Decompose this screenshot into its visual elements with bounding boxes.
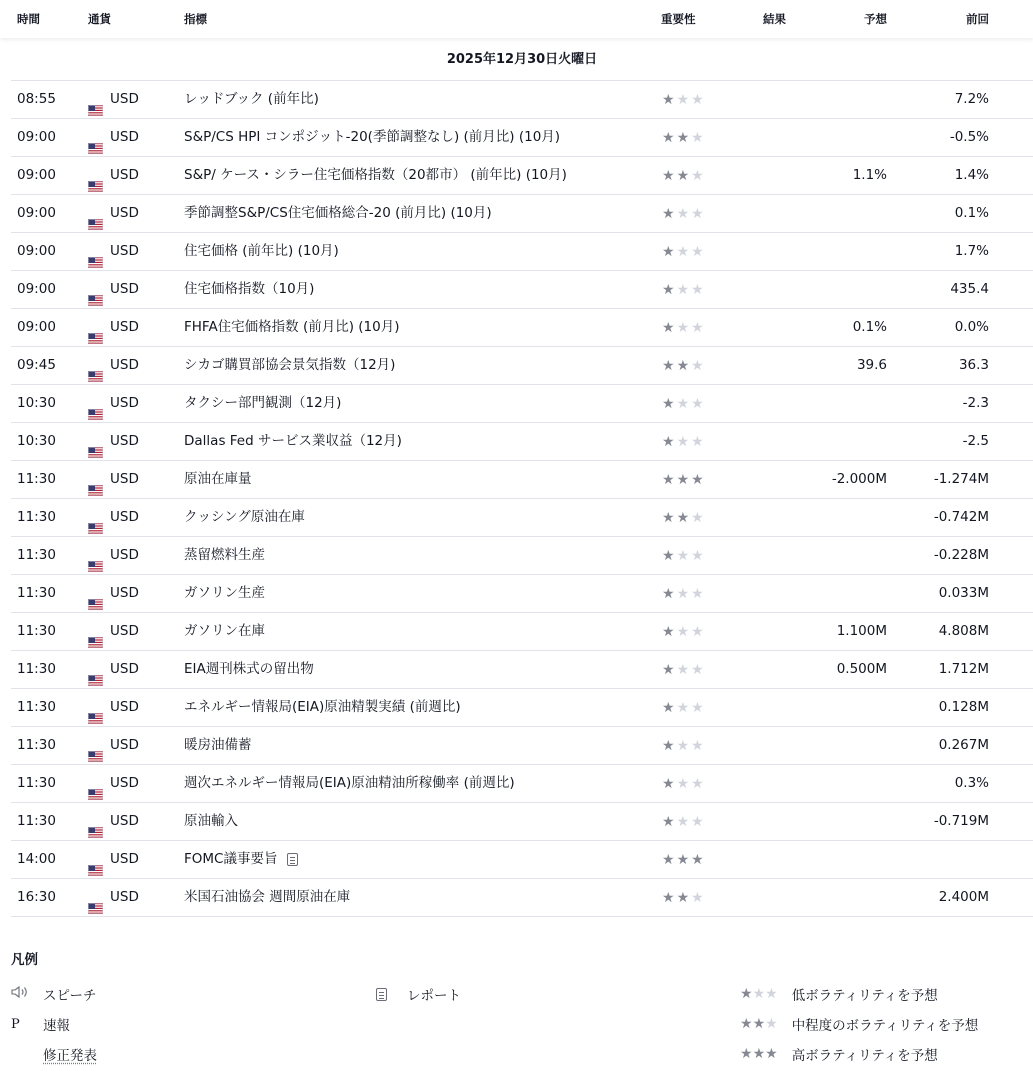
us-flag-icon	[88, 664, 103, 675]
importance-stars	[662, 803, 704, 840]
star-icon: ★	[662, 167, 675, 184]
star-icon: ★	[676, 357, 690, 374]
star-icon: ★	[676, 167, 690, 184]
event-time: 11:30	[17, 775, 56, 791]
star-icon: ★	[691, 167, 704, 184]
star-icon: ★	[691, 851, 704, 868]
star-icon: ★	[691, 813, 704, 830]
star-icon: ★	[691, 319, 704, 336]
event-indicator[interactable]	[184, 499, 305, 536]
event-currency: USD	[110, 851, 139, 867]
star-icon: ★	[662, 547, 675, 564]
legend-report-label: レポート	[407, 988, 461, 1004]
event-currency: USD	[110, 91, 139, 107]
legend-breaking-label: 速報	[43, 1018, 70, 1034]
event-currency: USD	[110, 319, 139, 335]
importance-stars	[662, 309, 704, 346]
us-flag-icon	[88, 436, 103, 447]
event-indicator-label: 住宅価格指数（10月)	[184, 281, 315, 297]
table-row[interactable]	[11, 575, 1033, 613]
event-indicator[interactable]	[184, 689, 461, 726]
event-indicator-label: 暖房油備蓄	[184, 737, 252, 753]
legend-speech-label: スピーチ	[43, 988, 97, 1004]
event-indicator-label: 原油在庫量	[184, 471, 252, 487]
table-row[interactable]	[11, 537, 1033, 575]
event-previous: -1.274M	[933, 471, 989, 487]
importance-stars	[662, 195, 704, 232]
legend-medium-label: 中程度のボラティリティを予想	[791, 1018, 979, 1034]
table-row[interactable]	[11, 119, 1033, 157]
importance-stars	[662, 575, 704, 612]
event-indicator-label: EIA週刊株式の留出物	[184, 661, 314, 677]
star-icon: ★	[662, 509, 675, 526]
table-row[interactable]	[11, 879, 1033, 917]
event-forecast: -2.000M	[831, 471, 887, 487]
event-previous: 1.7%	[954, 243, 989, 259]
table-row[interactable]	[11, 195, 1033, 233]
legend-low	[740, 984, 938, 1004]
table-row[interactable]	[11, 613, 1033, 651]
event-time: 10:30	[17, 395, 56, 411]
star-icon: ★	[691, 661, 704, 678]
star-icon: ★	[676, 585, 690, 602]
star-icon: ★	[691, 433, 704, 450]
importance-stars	[662, 727, 704, 764]
star-icon: ★	[676, 433, 690, 450]
report-icon[interactable]	[287, 853, 298, 866]
us-flag-icon	[88, 94, 103, 105]
us-flag-icon	[88, 284, 103, 295]
event-time: 11:30	[17, 737, 56, 753]
event-indicator[interactable]	[184, 233, 339, 270]
star-rating-2: ★★★	[740, 1016, 778, 1032]
importance-stars	[662, 651, 704, 688]
event-forecast: 0.500M	[836, 661, 887, 677]
event-time: 09:00	[17, 281, 56, 297]
event-time: 09:00	[17, 243, 56, 259]
event-indicator[interactable]	[184, 841, 298, 878]
star-icon: ★	[662, 471, 675, 488]
us-flag-icon	[88, 626, 103, 637]
star-icon: ★	[662, 91, 675, 108]
star-icon: ★	[662, 319, 675, 336]
importance-stars	[662, 499, 704, 536]
star-icon: ★	[662, 357, 675, 374]
legend-breaking	[11, 1014, 70, 1034]
legend-revised-label: 修正発表	[43, 1048, 97, 1064]
event-previous: -0.719M	[933, 813, 989, 829]
event-previous: 0.128M	[938, 699, 989, 715]
star-icon: ★	[691, 585, 704, 602]
star-icon: ★	[676, 319, 690, 336]
us-flag-icon	[88, 474, 103, 485]
event-time: 11:30	[17, 813, 56, 829]
event-previous: -0.5%	[949, 129, 989, 145]
event-indicator[interactable]	[184, 119, 560, 156]
event-currency: USD	[110, 623, 139, 639]
table-row[interactable]	[11, 765, 1033, 803]
event-time: 11:30	[17, 547, 56, 563]
event-indicator-label: FHFA住宅価格指数 (前月比) (10月)	[184, 319, 400, 335]
star-icon: ★	[676, 129, 690, 146]
event-indicator-label: クッシング原油在庫	[184, 509, 305, 525]
legend-low-label: 低ボラティリティを予想	[791, 988, 938, 1004]
event-previous: 1.712M	[938, 661, 989, 677]
event-indicator-label: 週次エネルギー情報局(EIA)原油精油所稼働率 (前週比)	[184, 775, 515, 791]
speaker-icon	[11, 985, 31, 1003]
event-indicator-label: レッドブック (前年比)	[184, 91, 319, 107]
us-flag-icon	[88, 398, 103, 409]
table-row[interactable]	[11, 385, 1033, 423]
legend-speech	[11, 984, 96, 1004]
star-icon: ★	[691, 547, 704, 564]
event-previous: 0.0%	[954, 319, 989, 335]
star-icon: ★	[662, 205, 675, 222]
event-time: 11:30	[17, 661, 56, 677]
star-icon: ★	[662, 851, 675, 868]
legend-report	[376, 984, 461, 1004]
event-currency: USD	[110, 585, 139, 601]
importance-stars	[662, 689, 704, 726]
event-currency: USD	[110, 509, 139, 525]
event-currency: USD	[110, 775, 139, 791]
header-currency[interactable]: 通貨	[88, 12, 111, 26]
star-icon: ★	[662, 585, 675, 602]
event-currency: USD	[110, 471, 139, 487]
importance-stars	[662, 119, 704, 156]
event-time: 16:30	[17, 889, 56, 905]
star-rating-1: ★★★	[740, 986, 778, 1002]
star-icon: ★	[676, 813, 690, 830]
event-currency: USD	[110, 243, 139, 259]
star-icon: ★	[676, 281, 690, 298]
legend-title: 凡例	[11, 952, 38, 968]
event-currency: USD	[110, 813, 139, 829]
table-row[interactable]	[11, 157, 1033, 195]
us-flag-icon	[88, 892, 103, 903]
event-previous: 0.3%	[954, 775, 989, 791]
event-time: 09:00	[17, 205, 56, 221]
table-row[interactable]	[11, 499, 1033, 537]
star-icon: ★	[691, 623, 704, 640]
event-previous: 0.033M	[938, 585, 989, 601]
event-forecast: 0.1%	[852, 319, 887, 335]
star-icon: ★	[691, 471, 704, 488]
event-time: 09:00	[17, 319, 56, 335]
event-currency: USD	[110, 167, 139, 183]
star-icon: ★	[676, 243, 690, 260]
event-previous: 2.400M	[938, 889, 989, 905]
importance-stars	[662, 613, 704, 650]
event-time: 11:30	[17, 585, 56, 601]
star-icon: ★	[676, 889, 690, 906]
event-indicator-label: FOMC議事要旨	[184, 851, 278, 867]
event-forecast: 39.6	[856, 357, 887, 373]
star-icon: ★	[691, 509, 704, 526]
header-forecast[interactable]: 予想	[864, 12, 887, 26]
event-indicator-label: シカゴ購買部協会景気指数（12月)	[184, 357, 396, 373]
star-icon: ★	[662, 433, 675, 450]
importance-stars	[662, 461, 704, 498]
star-icon: ★	[662, 661, 675, 678]
importance-stars	[662, 537, 704, 574]
event-time: 09:00	[17, 129, 56, 145]
event-currency: USD	[110, 205, 139, 221]
event-currency: USD	[110, 281, 139, 297]
star-rating-3: ★★★	[740, 1046, 778, 1062]
us-flag-icon	[88, 246, 103, 257]
event-indicator[interactable]	[184, 765, 515, 802]
star-icon: ★	[691, 281, 704, 298]
event-indicator[interactable]	[184, 385, 341, 422]
legend-medium	[740, 1014, 978, 1034]
us-flag-icon	[88, 170, 103, 181]
event-indicator-label: エネルギー情報局(EIA)原油精製実績 (前週比)	[184, 699, 461, 715]
table-row[interactable]	[11, 309, 1033, 347]
star-icon: ★	[662, 395, 675, 412]
event-time: 09:00	[17, 167, 56, 183]
event-indicator[interactable]	[184, 803, 238, 840]
event-indicator[interactable]	[184, 271, 314, 308]
star-icon: ★	[676, 851, 690, 868]
event-indicator[interactable]	[184, 423, 402, 460]
event-time: 11:30	[17, 699, 56, 715]
header-importance[interactable]: 重要性	[661, 12, 696, 26]
star-icon: ★	[691, 205, 704, 222]
event-time: 14:00	[17, 851, 56, 867]
star-icon: ★	[662, 889, 675, 906]
importance-stars	[662, 765, 704, 802]
table-row[interactable]	[11, 689, 1033, 727]
star-icon: ★	[691, 129, 704, 146]
event-indicator[interactable]	[184, 537, 265, 574]
event-previous: 4.808M	[938, 623, 989, 639]
event-indicator-label: S&P/CS HPI コンポジット-20(季節調整なし) (前月比) (10月)	[184, 129, 561, 145]
event-currency: USD	[110, 661, 139, 677]
star-icon: ★	[676, 91, 690, 108]
date-heading: 2025年12月30日火曜日	[11, 41, 1033, 81]
event-currency: USD	[110, 547, 139, 563]
event-indicator[interactable]	[184, 575, 265, 612]
star-icon: ★	[691, 357, 704, 374]
star-icon: ★	[676, 509, 690, 526]
star-icon: ★	[676, 395, 690, 412]
event-list	[11, 81, 1033, 917]
event-forecast: 1.100M	[836, 623, 887, 639]
star-icon: ★	[662, 129, 675, 146]
event-currency: USD	[110, 699, 139, 715]
event-time: 08:55	[17, 91, 56, 107]
us-flag-icon	[88, 360, 103, 371]
legend-revised	[43, 1044, 97, 1064]
report-icon	[376, 988, 387, 1001]
event-indicator-label: ガソリン在庫	[184, 623, 265, 639]
us-flag-icon	[88, 854, 103, 865]
star-icon: ★	[691, 243, 704, 260]
header-previous[interactable]: 前回	[966, 12, 989, 26]
importance-stars	[662, 157, 704, 194]
us-flag-icon	[88, 550, 103, 561]
event-currency: USD	[110, 737, 139, 753]
event-currency: USD	[110, 357, 139, 373]
table-header	[0, 0, 1033, 38]
event-previous: -0.228M	[933, 547, 989, 563]
event-previous: 0.1%	[954, 205, 989, 221]
event-previous: 7.2%	[954, 91, 989, 107]
header-actual[interactable]: 結果	[763, 12, 786, 26]
event-currency: USD	[110, 433, 139, 449]
event-previous: -2.5	[962, 433, 989, 449]
us-flag-icon	[88, 208, 103, 219]
table-row[interactable]	[11, 651, 1033, 689]
event-indicator[interactable]	[184, 195, 492, 232]
table-row[interactable]	[11, 841, 1033, 879]
event-indicator[interactable]	[184, 651, 314, 688]
event-indicator-label: 米国石油協会 週間原油在庫	[184, 889, 351, 905]
star-icon: ★	[662, 699, 675, 716]
star-icon: ★	[676, 471, 690, 488]
event-currency: USD	[110, 395, 139, 411]
event-indicator[interactable]	[184, 613, 265, 650]
importance-stars	[662, 81, 704, 118]
table-row[interactable]	[11, 423, 1033, 461]
us-flag-icon	[88, 816, 103, 827]
star-icon: ★	[662, 775, 675, 792]
star-icon: ★	[676, 547, 690, 564]
event-indicator[interactable]	[184, 461, 252, 498]
event-indicator[interactable]	[184, 347, 395, 384]
header-time[interactable]: 時間	[17, 12, 40, 26]
us-flag-icon	[88, 512, 103, 523]
star-icon: ★	[662, 623, 675, 640]
breaking-icon: P	[11, 1016, 20, 1032]
star-icon: ★	[691, 775, 704, 792]
star-icon: ★	[662, 243, 675, 260]
us-flag-icon	[88, 132, 103, 143]
importance-stars	[662, 841, 704, 878]
event-indicator[interactable]	[184, 81, 319, 118]
star-icon: ★	[691, 91, 704, 108]
event-indicator[interactable]	[184, 309, 400, 346]
legend-high	[740, 1044, 938, 1064]
event-indicator-label: 季節調整S&P/CS住宅価格総合-20 (前月比) (10月)	[184, 205, 492, 221]
event-time: 09:45	[17, 357, 56, 373]
importance-stars	[662, 347, 704, 384]
us-flag-icon	[88, 702, 103, 713]
table-row[interactable]	[11, 271, 1033, 309]
table-row[interactable]	[11, 81, 1033, 119]
star-icon: ★	[676, 775, 690, 792]
star-icon: ★	[662, 281, 675, 298]
star-icon: ★	[676, 661, 690, 678]
importance-stars	[662, 879, 704, 916]
event-indicator-label: 蒸留燃料生産	[184, 547, 265, 563]
event-indicator-label: S&P/ ケース・シラー住宅価格指数（20都市） (前年比) (10月)	[184, 167, 567, 183]
table-row[interactable]	[11, 233, 1033, 271]
star-icon: ★	[691, 889, 704, 906]
event-indicator[interactable]	[184, 157, 567, 194]
event-indicator-label: ガソリン生産	[184, 585, 265, 601]
star-icon: ★	[662, 737, 675, 754]
event-indicator[interactable]	[184, 879, 350, 916]
event-indicator-label: 原油輸入	[184, 813, 238, 829]
event-time: 11:30	[17, 471, 56, 487]
star-icon: ★	[676, 737, 690, 754]
event-forecast: 1.1%	[852, 167, 887, 183]
event-time: 11:30	[17, 623, 56, 639]
header-indicator[interactable]: 指標	[184, 12, 207, 26]
event-currency: USD	[110, 129, 139, 145]
star-icon: ★	[676, 623, 690, 640]
event-previous: -2.3	[962, 395, 989, 411]
importance-stars	[662, 423, 704, 460]
event-currency: USD	[110, 889, 139, 905]
us-flag-icon	[88, 778, 103, 789]
star-icon: ★	[691, 737, 704, 754]
event-indicator-label: タクシー部門観測（12月)	[184, 395, 342, 411]
importance-stars	[662, 271, 704, 308]
event-previous: 36.3	[958, 357, 989, 373]
legend-high-label: 高ボラティリティを予想	[791, 1048, 938, 1064]
event-time: 10:30	[17, 433, 56, 449]
star-icon: ★	[676, 205, 690, 222]
table-row[interactable]	[11, 803, 1033, 841]
table-row[interactable]	[11, 347, 1033, 385]
event-previous: -0.742M	[933, 509, 989, 525]
event-previous: 0.267M	[938, 737, 989, 753]
event-indicator-label: Dallas Fed サービス業収益（12月)	[184, 433, 402, 449]
us-flag-icon	[88, 588, 103, 599]
event-indicator-label: 住宅価格 (前年比) (10月)	[184, 243, 339, 259]
event-indicator[interactable]	[184, 727, 252, 764]
event-time: 11:30	[17, 509, 56, 525]
star-icon: ★	[676, 699, 690, 716]
importance-stars	[662, 233, 704, 270]
event-previous: 1.4%	[954, 167, 989, 183]
table-row[interactable]	[11, 461, 1033, 499]
table-row[interactable]	[11, 727, 1033, 765]
star-icon: ★	[662, 813, 675, 830]
event-previous: 435.4	[950, 281, 989, 297]
us-flag-icon	[88, 740, 103, 751]
importance-stars	[662, 385, 704, 422]
star-icon: ★	[691, 395, 704, 412]
star-icon: ★	[691, 699, 704, 716]
us-flag-icon	[88, 322, 103, 333]
